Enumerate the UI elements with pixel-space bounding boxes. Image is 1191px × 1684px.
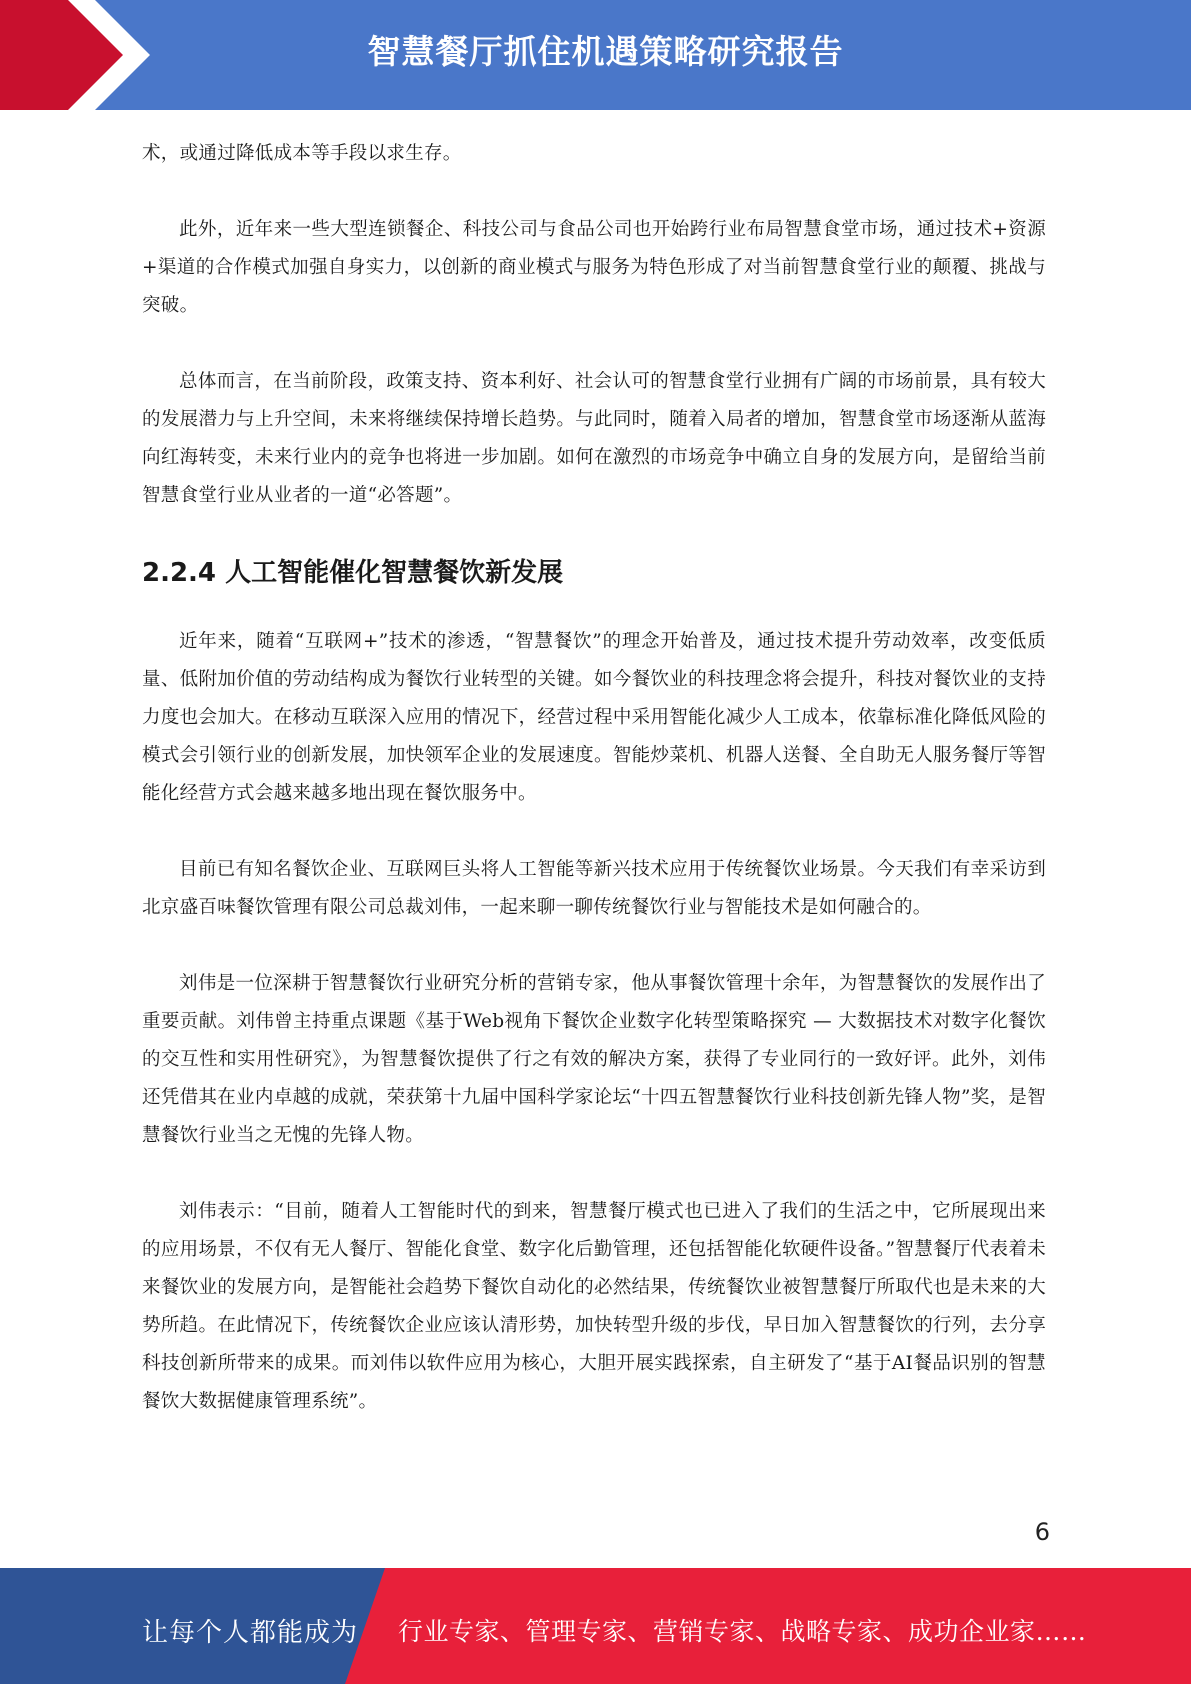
page-footer <box>0 1568 1191 1684</box>
footer-slogan-right: 行业专家、管理专家、营销专家、战略专家、成功企业家…… <box>398 1617 1087 1646</box>
paragraph: 术，或通过降低成本等手段以求生存。 <box>142 143 462 164</box>
paragraph: 刘伟表示：“目前，随着人工智能时代的到来，智慧餐厅模式也已进入了我们的生活之中，它所展现出来的应用场景，不仅有无人餐厅、智能化食堂、数字化后勤管理，还包括智能化软硬件设备。”智慧餐厅代表着未来餐饮业的发展方向，是智能社会趋势下餐饮自动化的必然结果，传统餐饮业被智慧餐厅所取代也是未来的大势所趋。在此情况下，传统餐饮企业应该认清形势，加快转型升级的步伐，早日加入智慧餐饮的行列，去分享科技创新所带来的成果。而刘伟以软件应用为核心，大胆开展实践探索，自主研发了“基于AI餐品识别的智慧餐饮大数据健康管理系统”。 <box>142 1201 1046 1412</box>
footer-slogan-left: 让每个人都能成为 <box>142 1618 359 1648</box>
paragraph: 此外，近年来一些大型连锁餐企、科技公司与食品公司也开始跨行业布局智慧食堂市场，通过技术+资源+渠道的合作模式加强自身实力，以创新的商业模式与服务为特色形成了对当前智慧食堂行业的颠覆、挑战与突破。 <box>142 219 1046 316</box>
page-header <box>0 0 1191 110</box>
section-heading: 2.2.4 人工智能催化智慧餐饮新发展 <box>142 558 564 588</box>
paragraph: 目前已有知名餐饮企业、互联网巨头将人工智能等新兴技术应用于传统餐饮业场景。今天我们有幸采访到北京盛百味餐饮管理有限公司总裁刘伟，一起来聊一聊传统餐饮行业与智能技术是如何融合的。 <box>142 859 1046 918</box>
paragraph: 总体而言，在当前阶段，政策支持、资本利好、社会认可的智慧食堂行业拥有广阔的市场前景，具有较大的发展潜力与上升空间，未来将继续保持增长趋势。与此同时，随着入局者的增加，智慧食堂市场逐渐从蓝海向红海转变，未来行业内的竞争也将进一步加剧。如何在激烈的市场竞争中确立自身的发展方向，是留给当前智慧食堂行业从业者的一道“必答题”。 <box>142 371 1046 506</box>
page-number: 6 <box>1034 1518 1050 1546</box>
report-title: 智慧餐厅抓住机遇策略研究报告 <box>367 32 844 71</box>
paragraph: 刘伟是一位深耕于智慧餐饮行业研究分析的营销专家，他从事餐饮管理十余年，为智慧餐饮的发展作出了重要贡献。刘伟曾主持重点课题《基于Web视角下餐饮企业数字化转型策略探究 — 大数据技术对数字化餐饮的交互性和实用性研究》，为智慧餐饮提供了行之有效的解决方案，获得了专业同行的一致好评。此外，刘伟还凭借其在业内卓越的成就，荣获第十九届中国科学家论坛“十四五智慧餐饮行业科技创新先锋人物”奖，是智慧餐饮行业当之无愧的先锋人物。 <box>142 973 1046 1146</box>
page-content <box>142 135 1046 1459</box>
paragraph: 近年来，随着“互联网+”技术的渗透，“智慧餐饮”的理念开始普及，通过技术提升劳动效率，改变低质量、低附加价值的劳动结构成为餐饮行业转型的关键。如今餐饮业的科技理念将会提升，科技对餐饮业的支持力度也会加大。在移动互联深入应用的情况下，经营过程中采用智能化减少人工成本，依靠标准化降低风险的模式会引领行业的创新发展，加快领军企业的发展速度。智能炒菜机、机器人送餐、全自助无人服务餐厅等智能化经营方式会越来越多地出现在餐饮服务中。 <box>142 631 1046 804</box>
